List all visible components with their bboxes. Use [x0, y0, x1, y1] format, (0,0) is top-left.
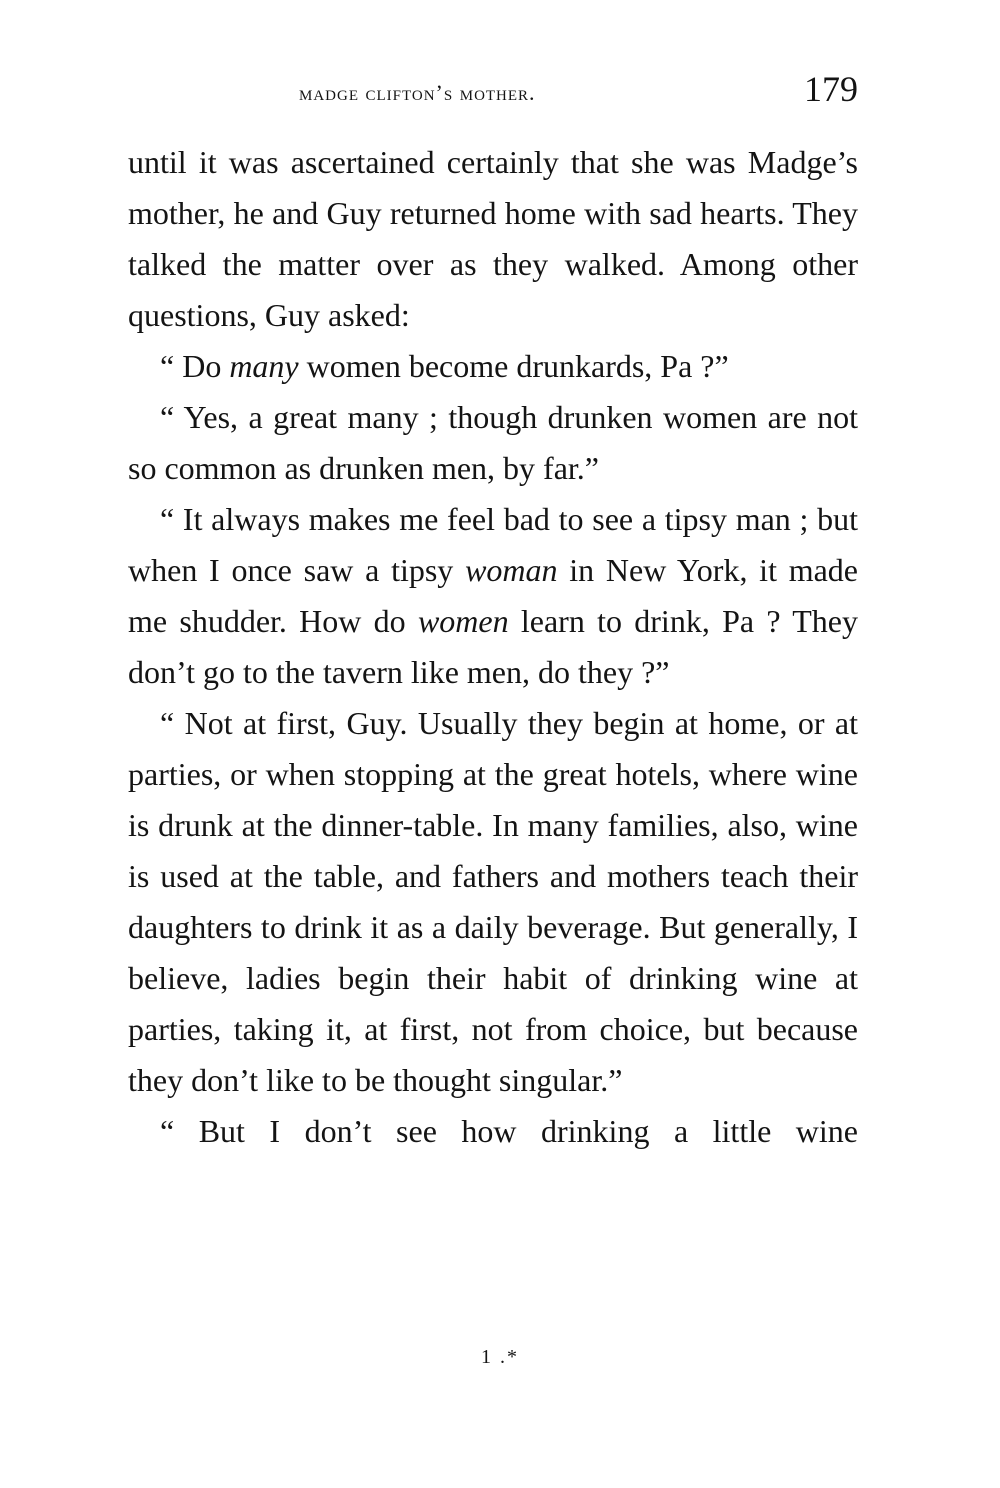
paragraph-4 — [128, 494, 858, 698]
paragraph-3 — [128, 392, 858, 494]
page-number: 179 — [804, 69, 858, 109]
paragraph-5 — [128, 698, 858, 1106]
signature-mark: 1 .* — [481, 1346, 519, 1368]
italic-emphasis: many — [229, 348, 299, 384]
italic-emphasis: woman — [465, 552, 558, 588]
running-title: madge clifton’s mother. — [299, 80, 536, 105]
italic-emphasis: women — [417, 603, 509, 639]
paragraph-2 — [128, 341, 858, 392]
text-segment: “ But I don’t see how drinking a little wine — [160, 1113, 858, 1149]
text-segment: until it was ascertained certainly that she was Madge’s mother, he and Guy returned home with sad hearts. They talked the matter over as they walked. Among other questions, Guy asked: — [128, 144, 858, 333]
text-segment: “ Not at first, Guy. Usually they begin at home, or at parties, or when stopping at the great hotels, where wine is drunk at the dinner-table. In many families, also, wine is used at the table, and fathers and mothers teach their daughters to drink it as a daily beverage. But generally, I believe, ladies begin their habit of drinking wine at parties, taking it, at first, not from choice, but because they don’t like to be thought singular.” — [128, 705, 858, 1098]
text-segment: in New York, it made me shudder. How do — [128, 552, 859, 639]
text-segment: “ It always makes me feel bad to see a tipsy man ; but when I once saw a tipsy — [128, 501, 858, 588]
running-head — [128, 68, 858, 118]
text-segment: “ Do — [160, 348, 230, 384]
body-text — [128, 137, 858, 1157]
text-segment: “ Yes, a great many ; though drunken women are not so common as drunken men, by far.” — [128, 399, 858, 486]
paragraph-6 — [128, 1106, 858, 1157]
text-segment: women become drunkards, Pa ?” — [298, 348, 729, 384]
text-segment: learn to drink, Pa ? They don’t go to the tavern like men, do they ?” — [128, 603, 859, 690]
paragraph-1 — [128, 137, 858, 341]
